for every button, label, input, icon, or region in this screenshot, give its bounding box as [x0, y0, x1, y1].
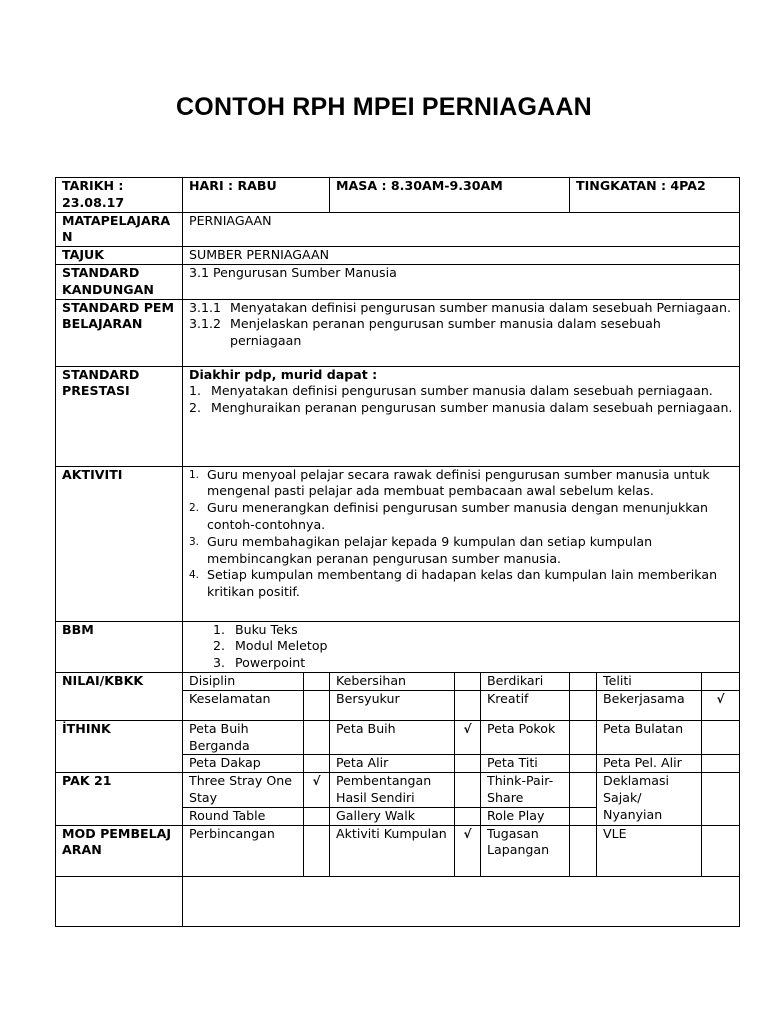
list-item-text: Guru membahagikan pelajar kepada 9 kumpulan dan setiap kumpulan membincangkan peranan pengurusan sumber manusia.	[207, 533, 653, 566]
checkbox-cell[interactable]: √	[455, 720, 481, 755]
list-item-number: 2.	[189, 400, 202, 416]
bbm-row	[56, 621, 740, 672]
nilai-option: Kreatif	[481, 690, 570, 720]
nilai-option: Teliti	[597, 672, 702, 690]
standard-prestasi-row	[56, 366, 740, 466]
checkbox-cell[interactable]	[304, 690, 330, 720]
standard-prestasi-value	[183, 366, 740, 466]
nilai-option: Bersyukur	[330, 690, 455, 720]
checkbox-cell[interactable]: √	[702, 690, 740, 720]
empty-label-cell	[56, 876, 183, 926]
sp-item-code: 3.1.2	[189, 316, 222, 332]
standard-pembelajaran-label: STANDARD PEMBELAJARAN	[56, 299, 183, 366]
checkbox-cell[interactable]	[570, 755, 597, 773]
list-item-text: Powerpoint	[235, 655, 306, 671]
list-item-number: 2.	[213, 638, 226, 654]
nilai-option: Keselamatan	[183, 690, 304, 720]
tarikh-cell: TARIKH : 23.08.17	[56, 178, 183, 213]
checkbox-cell[interactable]	[304, 755, 330, 773]
checkbox-cell[interactable]	[455, 690, 481, 720]
mod-option: Perbincangan	[183, 825, 304, 876]
document-title: CONTOH RPH MPEI PERNIAGAAN	[176, 93, 592, 121]
checkbox-cell[interactable]	[304, 807, 330, 825]
checkbox-cell[interactable]	[455, 672, 481, 690]
list-item-number: 3.	[213, 655, 226, 671]
pak21-option: Pembentangan Hasil Sendiri	[330, 773, 455, 808]
bbm-list	[189, 622, 733, 672]
list-item	[189, 638, 733, 655]
mod-label: MOD PEMBELAJARAN	[56, 825, 183, 876]
list-item	[189, 400, 733, 417]
list-item-text: Buku Teks	[235, 621, 298, 637]
nilai-row-1	[56, 672, 740, 690]
list-item	[189, 567, 733, 601]
sp-item-2	[189, 316, 733, 350]
pak21-option: Gallery Walk	[330, 807, 455, 825]
checkbox-cell[interactable]	[702, 825, 740, 876]
checkbox-cell[interactable]	[304, 720, 330, 755]
ithink-option: Peta Buih Berganda	[183, 720, 304, 755]
ithink-option: Peta Pokok	[481, 720, 570, 755]
checkbox-cell[interactable]	[702, 672, 740, 690]
standard-kandungan-row	[56, 264, 740, 299]
pak21-option: Three Stray One Stay	[183, 773, 304, 808]
pak21-option: Deklamasi Sajak/ Nyanyian	[597, 773, 702, 825]
mod-option: Aktiviti Kumpulan	[330, 825, 455, 876]
standard-prestasi-list	[189, 383, 733, 417]
pak21-option: Round Table	[183, 807, 304, 825]
checkbox-cell[interactable]	[455, 755, 481, 773]
standard-pembelajaran-row	[56, 299, 740, 366]
sp-item-code: 3.1.1	[189, 299, 222, 315]
bbm-value	[183, 621, 740, 672]
checkbox-cell[interactable]	[304, 672, 330, 690]
standard-kandungan-value: 3.1 Pengurusan Sumber Manusia	[183, 264, 740, 299]
ithink-option: Peta Dakap	[183, 755, 304, 773]
checkbox-cell[interactable]	[455, 807, 481, 825]
nilai-option: Berdikari	[481, 672, 570, 690]
tingkatan-cell: TINGKATAN : 4PA2	[570, 178, 740, 213]
list-item-number: 2.	[189, 502, 200, 515]
list-item-text: Guru menyoal pelajar secara rawak definisi pengurusan sumber manusia untuk mengenal pasti pelajar ada membuat pembacaan awal sebelum kelas.	[207, 466, 710, 499]
list-item-text: Setiap kumpulan membentang di hadapan kelas dan kumpulan lain memberikan kritikan positif.	[207, 567, 718, 600]
list-item	[189, 500, 733, 534]
list-item	[189, 534, 733, 568]
empty-value-cell[interactable]	[183, 876, 740, 926]
ithink-option: Peta Bulatan	[597, 720, 702, 755]
ithink-option: Peta Pel. Alir	[597, 755, 702, 773]
list-item-number: 1.	[189, 383, 202, 399]
aktiviti-value	[183, 466, 740, 621]
list-item-text: Menyatakan definisi pengurusan sumber manusia dalam sesebuah perniagaan.	[211, 383, 713, 399]
ithink-option: Peta Titi	[481, 755, 570, 773]
bbm-label: BBM	[56, 621, 183, 672]
list-item-number: 1.	[213, 621, 226, 637]
list-item-number: 4.	[189, 569, 200, 582]
list-item-text: Modul Meletop	[235, 638, 328, 654]
pak21-option: Think-Pair-Share	[481, 773, 570, 808]
standard-kandungan-label: STANDARD KANDUNGAN	[56, 264, 183, 299]
list-item	[189, 383, 733, 400]
mod-option: VLE	[597, 825, 702, 876]
checkbox-cell[interactable]	[702, 720, 740, 755]
list-item-number: 1.	[189, 468, 200, 481]
pak21-label: PAK 21	[56, 773, 183, 825]
list-item-text: Guru menerangkan definisi pengurusan sumber manusia dengan menunjukkan contoh-contohnya.	[207, 500, 709, 532]
list-item-number: 3.	[189, 535, 200, 548]
ithink-option: Peta Alir	[330, 755, 455, 773]
standard-pembelajaran-value	[183, 299, 740, 366]
checkbox-cell[interactable]	[570, 690, 597, 720]
sp-item-text: Menjelaskan peranan pengurusan sumber manusia dalam sesebuah perniagaan	[230, 316, 661, 349]
mod-row	[56, 825, 740, 876]
pak21-option: Role Play	[481, 807, 570, 825]
standard-prestasi-heading: Diakhir pdp, murid dapat :	[189, 366, 378, 382]
tajuk-row	[56, 247, 740, 265]
ithink-label: İTHINK	[56, 720, 183, 772]
pak21-row-1	[56, 773, 740, 808]
matapelajaran-row	[56, 212, 740, 247]
list-item	[189, 622, 733, 639]
list-item	[189, 467, 733, 501]
list-item	[189, 655, 733, 672]
aktiviti-row	[56, 466, 740, 621]
sp-item-text: Menyatakan definisi pengurusan sumber manusia dalam sesebuah Perniagaan.	[230, 299, 731, 315]
aktiviti-label: AKTIVITI	[56, 466, 183, 621]
ithink-row-1	[56, 720, 740, 755]
header-row	[56, 178, 740, 213]
aktiviti-list	[189, 467, 733, 601]
standard-prestasi-label: STANDARD PRESTASI	[56, 366, 183, 466]
masa-cell: MASA : 8.30AM-9.30AM	[330, 178, 570, 213]
nilai-option: Kebersihan	[330, 672, 455, 690]
checkbox-cell[interactable]	[455, 773, 481, 808]
checkbox-cell[interactable]	[570, 807, 597, 825]
checkbox-cell[interactable]	[702, 773, 740, 825]
matapelajaran-value: PERNIAGAAN	[183, 212, 740, 247]
nilai-label: NILAI/KBKK	[56, 672, 183, 720]
rph-table	[55, 177, 740, 927]
checkbox-cell[interactable]	[304, 825, 330, 876]
checkbox-cell[interactable]	[570, 825, 597, 876]
mod-option: Tugasan Lapangan	[481, 825, 570, 876]
checkbox-cell[interactable]	[702, 755, 740, 773]
tajuk-label: TAJUK	[56, 247, 183, 265]
empty-row	[56, 876, 740, 926]
checkbox-cell[interactable]	[570, 672, 597, 690]
checkbox-cell[interactable]: √	[304, 773, 330, 808]
matapelajaran-label: MATAPELAJARAN	[56, 212, 183, 247]
checkbox-cell[interactable]: √	[455, 825, 481, 876]
nilai-option: Disiplin	[183, 672, 304, 690]
sp-item-1	[189, 300, 733, 317]
hari-cell: HARI : RABU	[183, 178, 330, 213]
nilai-option: Bekerjasama	[597, 690, 702, 720]
tajuk-value: SUMBER PERNIAGAAN	[183, 247, 740, 265]
checkbox-cell[interactable]	[570, 773, 597, 808]
ithink-option: Peta Buih	[330, 720, 455, 755]
list-item-text: Menghuraikan peranan pengurusan sumber manusia dalam sesebuah perniagaan.	[211, 400, 733, 416]
checkbox-cell[interactable]	[570, 720, 597, 755]
